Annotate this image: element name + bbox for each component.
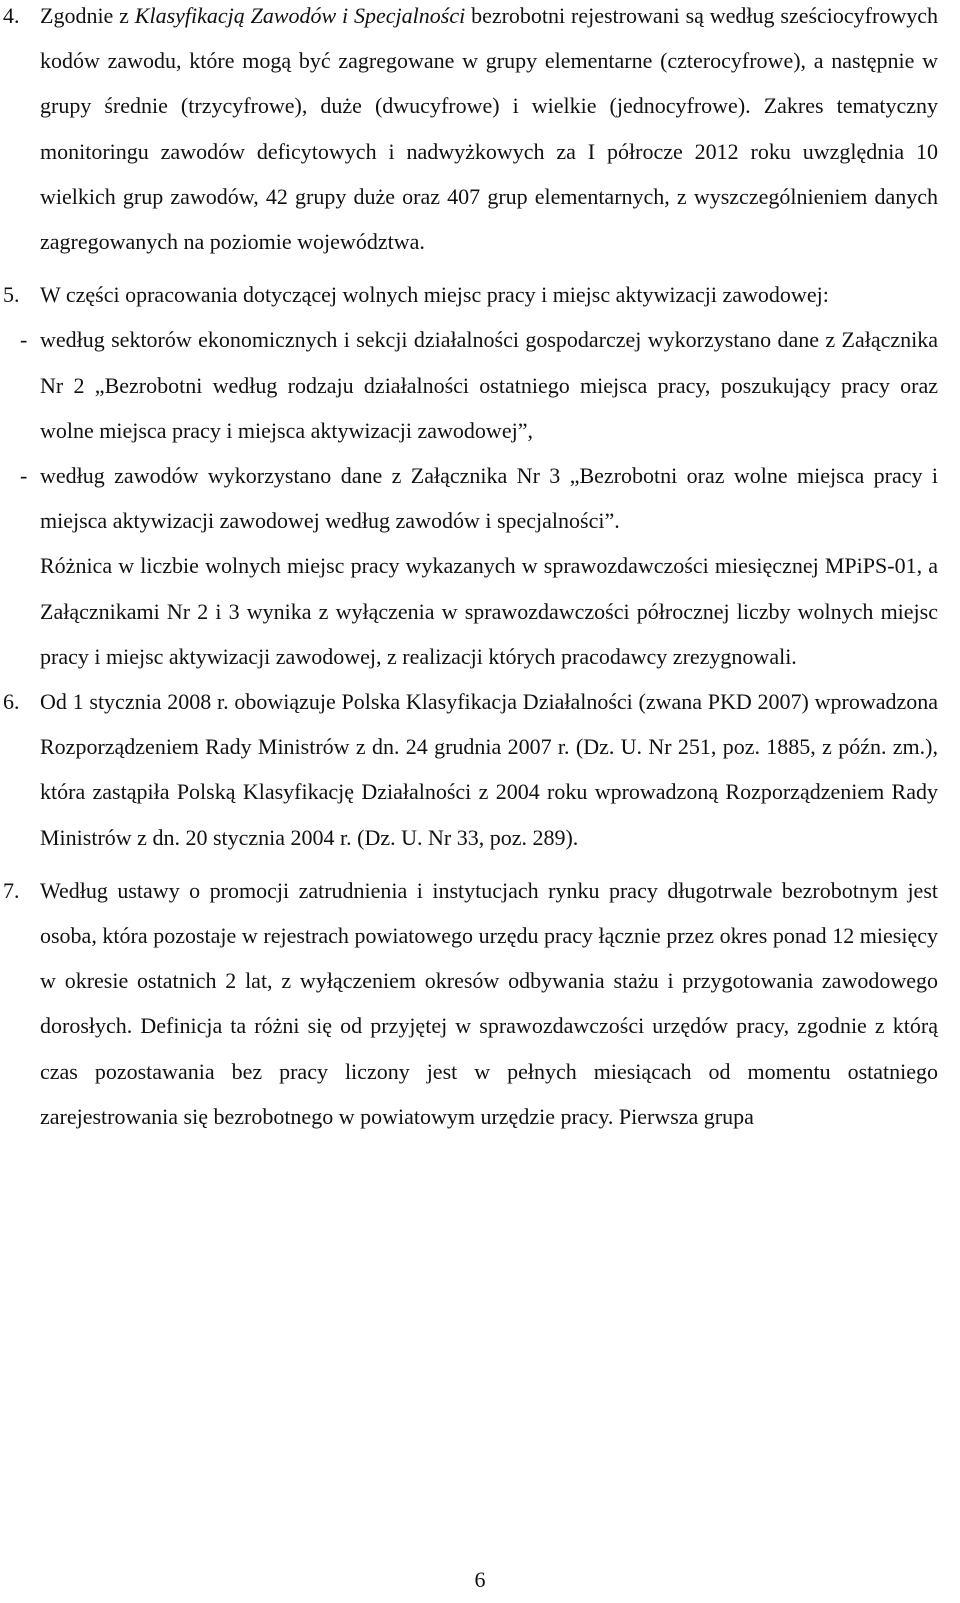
item-number: 6. <box>3 689 20 715</box>
item-5-bullet-2 <box>0 453 960 543</box>
item-5-note-text: Różnica w liczbie wolnych miejsc pracy wykazanych w sprawozdawczości miesięcznej MPiPS-01, a Załącznikami Nr 2 i 3 wynika z wyłączenia w sprawozdawczości półrocznej liczby wolnych miejsc pracy i miejsc aktywizacji zawodowej, z realizacji których pracodawcy zrezygnowali. <box>40 553 938 669</box>
item-6-text: Od 1 stycznia 2008 r. obowiązuje Polska Klasyfikacja Działalności (zwana PKD 2007) wprowadzona Rozporządzeniem Rady Ministrów z dn. 24 grudnia 2007 r. (Dz. U. Nr 251, poz. 1885, z późn. zm.), która zastąpiła Polską Klasyfikację Działalności z 2004 roku wprowadzoną Rozporządzeniem Rady Ministrów z dn. 20 stycznia 2004 r. (Dz. U. Nr 33, poz. 289). <box>40 689 938 850</box>
item-number: 7. <box>3 877 20 903</box>
item-5-note <box>0 543 960 679</box>
bullet-dash: - <box>20 327 28 353</box>
note-item-7 <box>0 868 960 1139</box>
item-4-paragraph-1 <box>40 0 938 264</box>
bullet-text: według zawodów wykorzystano dane z Załącznika Nr 3 „Bezrobotni oraz wolne miejsca pracy i miejsca aktywizacji zawodowej według zawodów i specjalności”. <box>40 463 938 534</box>
note-item-4 <box>0 0 960 264</box>
item-7-text: Według ustawy o promocji zatrudnienia i instytucjach rynku pracy długotrwale bezrobotnym jest osoba, która pozostaje w rejestrach powiatowego urzędu pracy łącznie przez okres ponad 12 miesięcy w okresie ostatnich 2 lat, z wyłączeniem okresów odbywania stażu i przygotowania zawodowego dorosłych. Definicja ta różni się od przyjętej w sprawozdawczości urzędów pracy, zgodnie z którą czas pozostawania bez pracy liczony jest w pełnych miesiącach od momentu ostatniego zarejestrowania się bezrobotnego w powiatowym urzędzie pracy. Pierwsza grupa <box>40 877 938 1129</box>
note-item-6 <box>0 679 960 860</box>
item-number: 4. <box>3 3 20 28</box>
classification-title: Klasyfikacją Zawodów i Specjalności <box>134 3 466 28</box>
page-number: 6 <box>474 1567 486 1592</box>
item-5-bullet-1 <box>0 317 960 453</box>
note-item-5 <box>0 272 960 317</box>
item-number: 5. <box>3 282 20 308</box>
item-4-paragraph-2: Zakres tematyczny monitoringu zawodów deficytowych i nadwyżkowych za I półrocze 2012 roku uwzględnia 10 wielkich grup zawodów, 42 grupy duże oraz 407 grup elementarnych, z wyszczególnieniem danych zagregowanych na poziomie województwa. <box>40 93 938 255</box>
item-5-intro: W części opracowania dotyczącej wolnych miejsc pracy i miejsc aktywizacji zawodowej: <box>40 282 829 308</box>
item-4-text-before: Zgodnie z <box>40 3 135 28</box>
item-4-text-after: bezrobotni rejestrowani są według sześciocyfrowych kodów zawodu, które mogą być zagregowane w grupy elementarne (czterocyfrowe), a następnie w grupy średnie (trzycyfrowe), duże (dwucyfrowe) i wielkie (jednocyfrowe). <box>40 3 938 119</box>
bullet-text: według sektorów ekonomicznych i sekcji działalności gospodarczej wykorzystano dane z Załącznika Nr 2 „Bezrobotni według rodzaju działalności ostatniego miejsca pracy, poszukujący pracy oraz wolne miejsca pracy i miejsca aktywizacji zawodowej”, <box>40 327 938 443</box>
bullet-dash: - <box>20 463 28 489</box>
